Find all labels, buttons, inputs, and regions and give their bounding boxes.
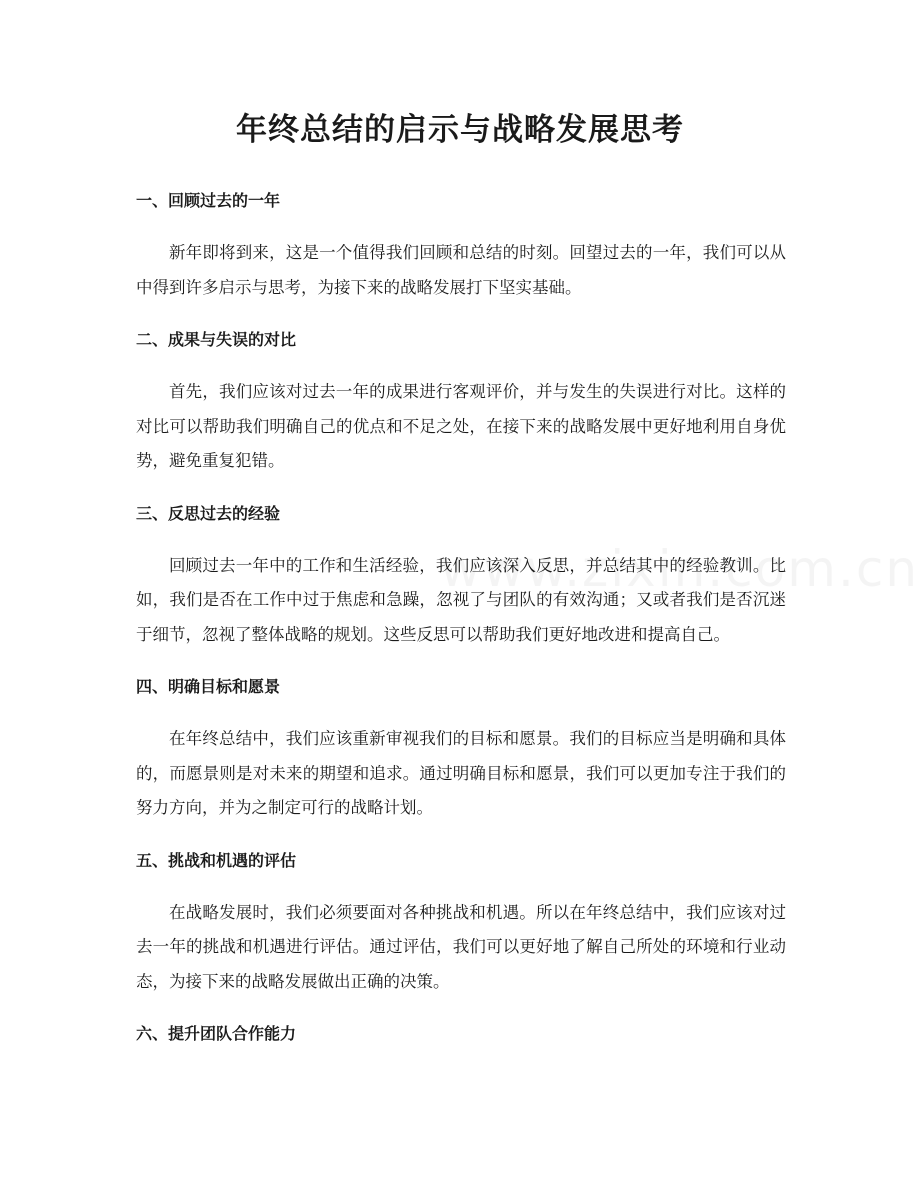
section-body-3: 回顾过去一年中的工作和生活经验，我们应该深入反思，并总结其中的经验教训。比如，我们是否在工作中过于焦虑和急躁，忽视了与团队的有效沟通；又或者我们是否沉迷于细节，忽视了整体战略的规划。这些反思可以帮助我们更好地改进和提高自己。	[136, 555, 786, 644]
document-content	[136, 184, 786, 1051]
section-body-1: 新年即将到来，这是一个值得我们回顾和总结的时刻。回望过去的一年，我们可以从中得到许多启示与思考，为接下来的战略发展打下坚实基础。	[136, 243, 786, 297]
section-heading-1: 一、回顾过去的一年	[136, 191, 281, 210]
section-body-2: 首先，我们应该对过去一年的成果进行客观评价，并与发生的失误进行对比。这样的对比可以帮助我们明确自己的优点和不足之处，在接下来的战略发展中更好地利用自身优势，避免重复犯错。	[136, 382, 786, 470]
section-heading-2: 二、成果与失误的对比	[136, 330, 297, 349]
section-heading-5: 五、挑战和机遇的评估	[136, 850, 297, 870]
section-heading-6: 六、提升团队合作能力	[136, 1024, 297, 1043]
section-heading-4: 四、明确目标和愿景	[136, 677, 281, 696]
section-body-4: 在年终总结中，我们应该重新审视我们的目标和愿景。我们的目标应当是明确和具体的，而愿景则是对未来的期望和追求。通过明确目标和愿景，我们可以更加专注于我们的努力方向，并为之制定可行的战略计划。	[136, 729, 786, 817]
section-heading-3: 三、反思过去的经验	[136, 503, 281, 523]
document-title: 年终总结的启示与战略发展思考	[236, 112, 684, 148]
section-body-5: 在战略发展时，我们必须要面对各种挑战和机遇。所以在年终总结中，我们应该对过去一年的挑战和机遇进行评估。通过评估，我们可以更好地了解自己所处的环境和行业动态，为接下来的战略发展做出正确的决策。	[136, 902, 786, 991]
